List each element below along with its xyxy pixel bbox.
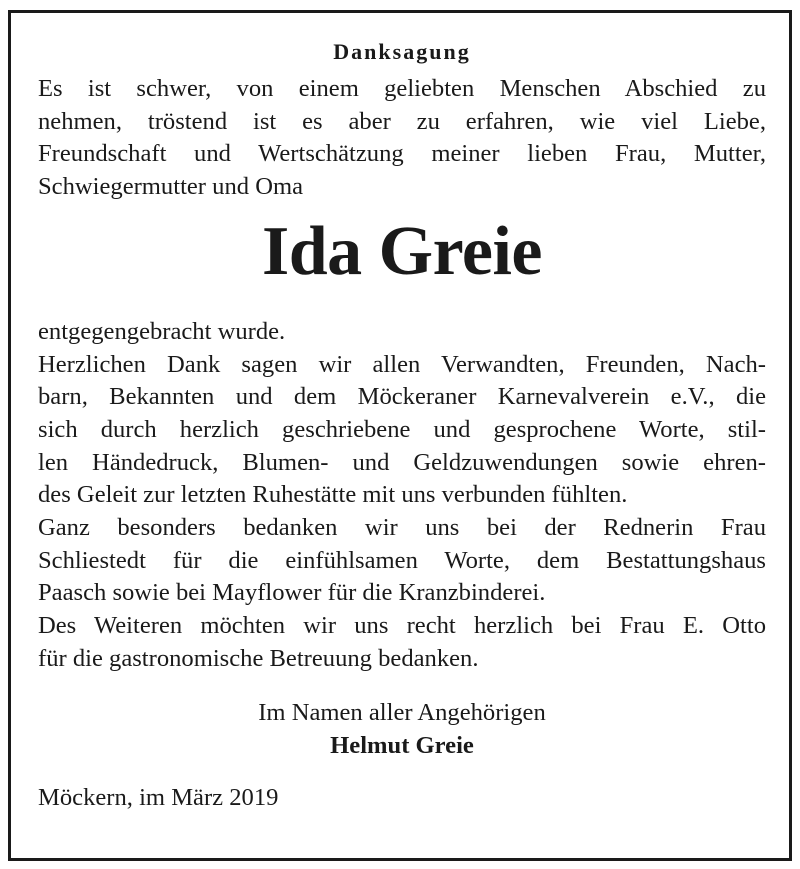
- place-date-block: [38, 782, 766, 815]
- body-line: Ganz besonders bedanken wir uns bei der Rednerin Frau: [38, 514, 766, 542]
- place-date: Möckern, im März 2019: [38, 783, 279, 811]
- body-line: entgegengebracht wurde.: [38, 317, 286, 345]
- notice-frame: [8, 10, 792, 861]
- body-line: sich durch herzlich geschriebene und gesprochene Worte, stil-: [38, 415, 766, 443]
- body-line: barn, Bekannten und dem Möckeraner Karnevalverein e.V., die: [38, 383, 766, 411]
- body-line: Paasch sowie bei Mayflower für die Kranzbinderei.: [38, 579, 546, 607]
- body-line: für die gastronomische Betreuung bedanken.: [38, 644, 479, 672]
- intro-line: Schwiegermutter und Oma: [38, 173, 303, 201]
- deceased-name: Ida Greie: [261, 212, 542, 290]
- body-line: des Geleit zur letzten Ruhestätte mit uns verbunden fühlten.: [38, 481, 628, 509]
- body-line: Schliestedt für die einfühlsamen Worte, dem Bestattungshaus: [38, 546, 766, 574]
- body-paragraph: [38, 316, 766, 676]
- intro-paragraph: [38, 73, 766, 204]
- signer-name: Helmut Greie: [330, 731, 474, 759]
- body-line: Des Weiteren möchten wir uns recht herzlich bei Frau E. Otto: [38, 612, 766, 640]
- intro-line: Es ist schwer, von einem geliebten Menschen Abschied zu: [38, 75, 766, 102]
- body-line: len Händedruck, Blumen- und Geldzuwendungen sowie ehren-: [38, 448, 766, 476]
- intro-line: Freundschaft und Wertschätzung meiner lieben Frau, Mutter,: [38, 140, 766, 168]
- notice-heading: Danksagung: [333, 39, 471, 64]
- body-line: Herzlichen Dank sagen wir allen Verwandten, Freunden, Nach-: [38, 350, 766, 378]
- closing-line: Im Namen aller Angehörigen: [258, 698, 546, 726]
- intro-line: nehmen, tröstend ist es aber zu erfahren, wie viel Liebe,: [38, 107, 766, 135]
- notice-content: [38, 23, 766, 814]
